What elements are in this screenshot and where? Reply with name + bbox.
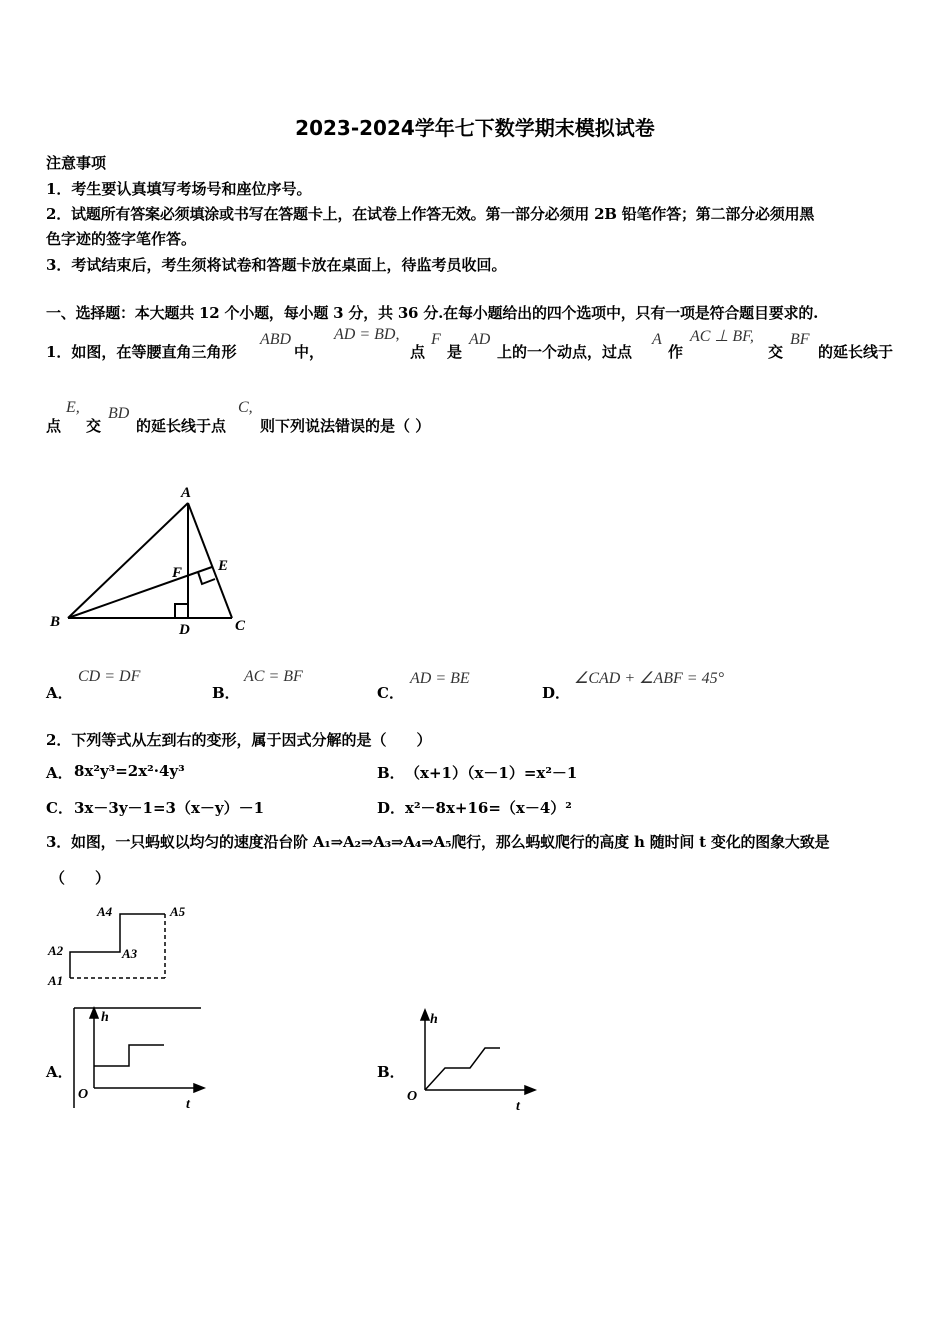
section-heading: 一、选择题：本大题共 12 个小题，每小题 3 分，共 36 分.在每小题给出的四个选项中，只有一项是符合题目要求的.	[46, 304, 819, 322]
q2-option-letter: B．	[377, 764, 405, 782]
label-f: F	[172, 565, 183, 581]
graph-axis-h: h	[101, 1010, 109, 1025]
graph-origin: O	[78, 1087, 89, 1102]
notes-item: 1．考生要认真填写考场号和座位序号。	[46, 180, 312, 198]
q2-option-letter: A．	[46, 764, 73, 782]
q2-option-letter: D．	[377, 799, 406, 817]
q1-math: BD	[108, 405, 130, 422]
q1-text: 是	[447, 343, 463, 361]
notes-item: 3．考试结束后，考生须将试卷和答题卡放在桌面上，待监考员收回。	[46, 256, 507, 274]
graph-origin: O	[407, 1089, 418, 1104]
q2-option-letter: C．	[46, 799, 73, 817]
label-c: C	[235, 618, 246, 634]
q1-option-expr: CD = DF	[78, 668, 141, 685]
stair-label: A3	[122, 946, 138, 961]
graph-axis-h: h	[430, 1012, 438, 1027]
label-b: B	[50, 614, 61, 630]
q1-math: A	[652, 331, 662, 348]
graph-axis-t: t	[516, 1099, 520, 1114]
q3-option-letter: A．	[46, 1063, 73, 1081]
q1-text: 的延长线于	[818, 343, 894, 361]
q1-math: ABD	[260, 331, 292, 348]
stair-label: A1	[48, 973, 64, 988]
q3-option-letter: B．	[377, 1063, 405, 1081]
notes-item: 2．试题所有答案必须填涂或书写在答题卡上，在试卷上作答无效。第一部分必须用 2B 铅笔作答；第二部分必须用黑	[46, 205, 815, 223]
q1-math: E,	[66, 399, 80, 416]
label-d: D	[179, 622, 190, 638]
q3-paren: （ ）	[50, 869, 111, 887]
q1-text: 点	[410, 343, 426, 361]
q1-math: F	[431, 331, 441, 348]
q1-text: 交	[768, 343, 784, 361]
label-e: E	[218, 558, 229, 574]
q2-option-expr: 3x－3y－1=3（x－y）－1	[74, 799, 265, 817]
q2-stem: 2．下列等式从左到右的变形，属于因式分解的是（ ）	[46, 731, 432, 749]
q1-option-expr: AC = BF	[244, 668, 303, 685]
q1-text: 作	[668, 343, 684, 361]
q1-text: 上的一个动点，过点	[497, 343, 633, 361]
q1-text: 1．如图，在等腰直角三角形	[46, 343, 237, 361]
q1-text: 的延长线于点	[136, 417, 227, 435]
page-title: 2023-2024学年七下数学期末模拟试卷	[295, 116, 655, 140]
q1-text: 中，	[294, 343, 325, 361]
q1-option-expr: ∠CAD + ∠ABF = 45°	[574, 670, 724, 687]
q3-stem: 3．如图，一只蚂蚁以均匀的速度沿台阶 A₁⇒A₂⇒A₃⇒A₄⇒A₅爬行，那么蚂蚁爬行的高度 h 随时间 t 变化的图象大致是	[46, 833, 830, 851]
q1-option-letter: A．	[46, 684, 73, 702]
q2-option-expr: x²－8x+16=（x－4）²	[405, 799, 572, 817]
graph-axis-t: t	[186, 1097, 190, 1112]
stair-label: A5	[170, 904, 186, 919]
q1-math: BF	[790, 331, 810, 348]
q1-math: AD = BD,	[334, 326, 400, 343]
notes-item: 色字迹的签字笔作答。	[46, 230, 197, 248]
q1-text: 交	[86, 417, 102, 435]
q1-option-expr: AD = BE	[410, 670, 470, 687]
q1-math: AC ⊥ BF,	[690, 328, 754, 345]
q1-option-letter: D．	[542, 684, 571, 702]
q1-text: 点	[46, 417, 62, 435]
q1-option-letter: C．	[377, 684, 404, 702]
notes-heading: 注意事项	[46, 154, 107, 172]
stair-label: A2	[48, 943, 64, 958]
q2-option-expr: 8x²y³=2x²·4y³	[74, 762, 185, 780]
stair-label: A4	[97, 904, 113, 919]
q1-text: 则下列说法错误的是（ ）	[260, 417, 431, 435]
q1-math: AD	[469, 331, 491, 348]
label-a: A	[181, 485, 192, 501]
q1-math: C,	[238, 399, 253, 416]
q2-option-expr: （x+1）（x－1）=x²－1	[405, 764, 578, 782]
q1-option-letter: B．	[212, 684, 240, 702]
